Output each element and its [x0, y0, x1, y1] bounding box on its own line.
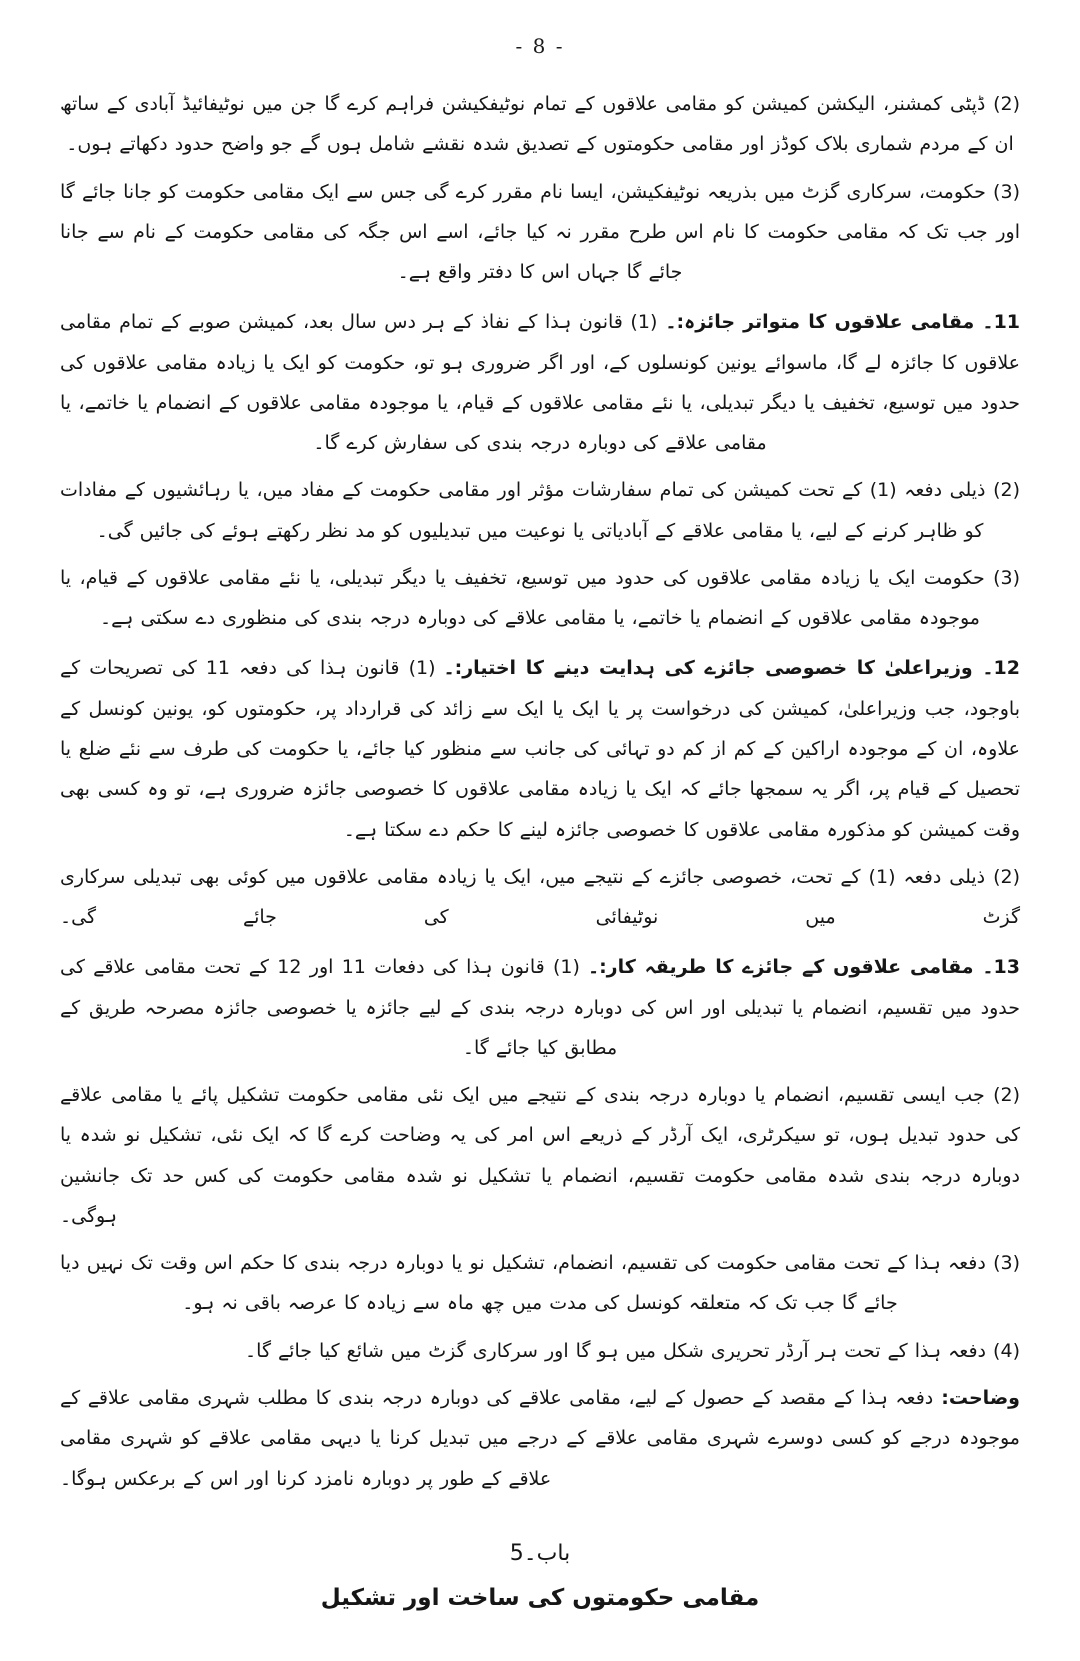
- section-11-clause-3-text: (3) حکومت ایک یا زیادہ مقامی علاقوں کی حدود میں توسیع، تخفیف یا دیگر تبدیلی، یا نئے مقامی علاقوں کے قیام، یا موجودہ مقامی علاقوں کے انضمام یا خاتمے، یا مقامی علاقے کی دوبارہ درجہ بندی کی منظوری دے سکتی ہے۔: [60, 566, 1020, 630]
- section-13-clause-2-paragraph: [60, 1075, 1020, 1236]
- explanation-paragraph: [60, 1378, 1020, 1499]
- section-13-text: (1) قانون ہذا کی دفعات 11 اور 12 کے تحت مقامی علاقے کی حدود میں تقسیم، انضمام یا تبدیلی اور اس کی دوبارہ درجہ بندی کے لیے جائزہ یا خصوصی جائزہ مصرحہ طریق کے مطابق کیا جائے گا۔: [60, 956, 1020, 1059]
- clause-2-text: (2) ڈپٹی کمشنر، الیکشن کمیشن کو مقامی علاقوں کے تمام نوٹیفکیشن فراہم کرے گا جن میں نوٹیفائیڈ آبادی کے ساتھ ان کے مردم شماری بلاک کوڈز اور مقامی حکومتوں کے تصدیق شدہ نقشے شامل ہوں گے جو واضح حدود دکھاتے ہوں۔: [60, 93, 1020, 156]
- section-12-paragraph: [60, 648, 1020, 849]
- page-number: - 8 -: [515, 34, 565, 58]
- clause-3-paragraph: [60, 172, 1020, 293]
- chapter-block: [60, 1533, 1020, 1621]
- section-13-clause-2-text: (2) جب ایسی تقسیم، انضمام یا دوبارہ درجہ بندی کے نتیجے میں ایک نئی مقامی حکومت تشکیل پائے یا مقامی علاقے کی حدود تبدیل ہوں، تو سیکرٹری، ایک آرڈر کے ذریعے اس امر کی یہ وضاحت کرے گا کہ ایک نئی، تشکیل نو شدہ یا دوبارہ درجہ بندی شدہ مقامی حکومت تقسیم، انضمام یا تشکیل نو شدہ مقامی حکومت کی کس حد تک جانشین ہوگی۔: [60, 1084, 1020, 1227]
- section-13-clause-3-text: (3) دفعہ ہذا کے تحت مقامی حکومت کی تقسیم، انضمام، تشکیل نو یا دوبارہ درجہ بندی کا حکم اس وقت تک نہیں دیا جائے گا جب تک کہ متعلقہ کونسل کی مدت میں چھ ماہ سے زیادہ کا عرصہ باقی نہ ہو۔: [60, 1252, 1020, 1315]
- section-11-clause-2-paragraph: [60, 470, 1020, 551]
- section-13-paragraph: [60, 947, 1020, 1068]
- section-11-clause-3-paragraph: [60, 558, 1020, 639]
- section-12-text: (1) قانون ہذا کی دفعہ 11 کی تصریحات کے باوجود، جب وزیراعلیٰ، کمیشن کی درخواست پر یا ایک یا ایک سے زائد کی قرارداد پر، حکومتوں کو، یونین کونسل کے علاوہ، ان کے موجودہ اراکین کے کم از کم دو تہائی کی جانب سے منظور کیا جائے، یا حکومت کی طرف سے نئے ضلع یا تحصیل کے قیام پر، اگر یہ سمجھا جائے کہ ایک یا زیادہ مقامی علاقوں کا خصوصی جائزہ ضروری ہے، تو وہ کسی بھی وقت کمیشن کو مذکورہ مقامی علاقوں کا خصوصی جائزہ لینے کا حکم دے سکتا ہے۔: [60, 657, 1020, 841]
- clause-2-paragraph: [60, 84, 1020, 165]
- section-13-clause-4-paragraph: [60, 1331, 1020, 1371]
- clause-3-text: (3) حکومت، سرکاری گزٹ میں بذریعہ نوٹیفکیشن، ایسا نام مقرر کرے گی جس سے ایک مقامی حکومت کو جانا جائے گا اور جب تک کہ مقامی حکومت کا نام اس طرح مقرر نہ کیا جائے، اسے اس جگہ کی مقامی حکومت کے نام سے جانا جائے گا جہاں اس کا دفتر واقع ہے۔: [60, 180, 1020, 284]
- section-13-clause-4-text: (4) دفعہ ہذا کے تحت ہر آرڈر تحریری شکل میں ہو گا اور سرکاری گزٹ میں شائع کیا جائے گا۔: [245, 1339, 1020, 1362]
- section-13-heading: 13۔ مقامی علاقوں کے جائزے کا طریقہ کار:۔: [587, 956, 1020, 979]
- section-11-clause-2-text: (2) ذیلی دفعہ (1) کے تحت کمیشن کی تمام سفارشات مؤثر اور مقامی حکومت کے مفاد میں، یا رہائشیوں کے مفادات کو ظاہر کرنے کے لیے، یا مقامی علاقے کے آبادیاتی یا نوعیت میں تبدیلیوں کو مد نظر رکھتے ہوئے کی جائیں گی۔: [60, 479, 1020, 542]
- explanation-text: دفعہ ہذا کے مقصد کے حصول کے لیے، مقامی علاقے کی دوبارہ درجہ بندی کا مطلب شہری مقامی علاقے کے موجودہ درجے کو کسی دوسرے شہری مقامی علاقے کے درجے میں تبدیل کرنا یا دیہی مقامی علاقے کو شہری مقامی علاقے کے طور پر دوبارہ نامزد کرنا اور اس کے برعکس ہوگا۔: [60, 1386, 1020, 1490]
- section-12-heading: 12۔ وزیراعلیٰ کا خصوصی جائزے کی ہدایت دینے کا اختیار:۔: [443, 657, 1020, 680]
- section-11-heading: 11۔ مقامی علاقوں کا متواتر جائزہ:۔: [665, 311, 1021, 334]
- section-12-clause-2-text: (2) ذیلی دفعہ (1) کے تحت، خصوصی جائزے کے نتیجے میں، ایک یا زیادہ مقامی علاقوں میں کوئی بھی تبدیلی سرکاری گزٹ میں نوٹیفائی کی جائے گی۔: [60, 865, 1020, 929]
- chapter-title: مقامی حکومتوں کی ساخت اور تشکیل: [320, 1584, 760, 1611]
- section-12-clause-2-paragraph: [60, 857, 1020, 938]
- section-11-paragraph: [60, 302, 1020, 463]
- chapter-number: باب۔5: [509, 1540, 571, 1566]
- section-11-text: (1) قانون ہذا کے نفاذ کے ہر دس سال بعد، کمیشن صوبے کے تمام مقامی علاقوں کا جائزہ لے گا، ماسوائے یونین کونسلوں کے، اور اگر ضروری ہو تو، حکومت کو ایک یا زیادہ مقامی علاقوں کی حدود میں توسیع، تخفیف یا دیگر تبدیلی، یا نئے مقامی علاقوں کے قیام، یا موجودہ مقامی علاقوں کے انضمام یا خاتمے، یا مقامی علاقے کی دوبارہ درجہ بندی کی سفارش کرے گا۔: [60, 311, 1020, 455]
- section-13-clause-3-paragraph: [60, 1243, 1020, 1324]
- explanation-heading: وضاحت:: [941, 1386, 1020, 1409]
